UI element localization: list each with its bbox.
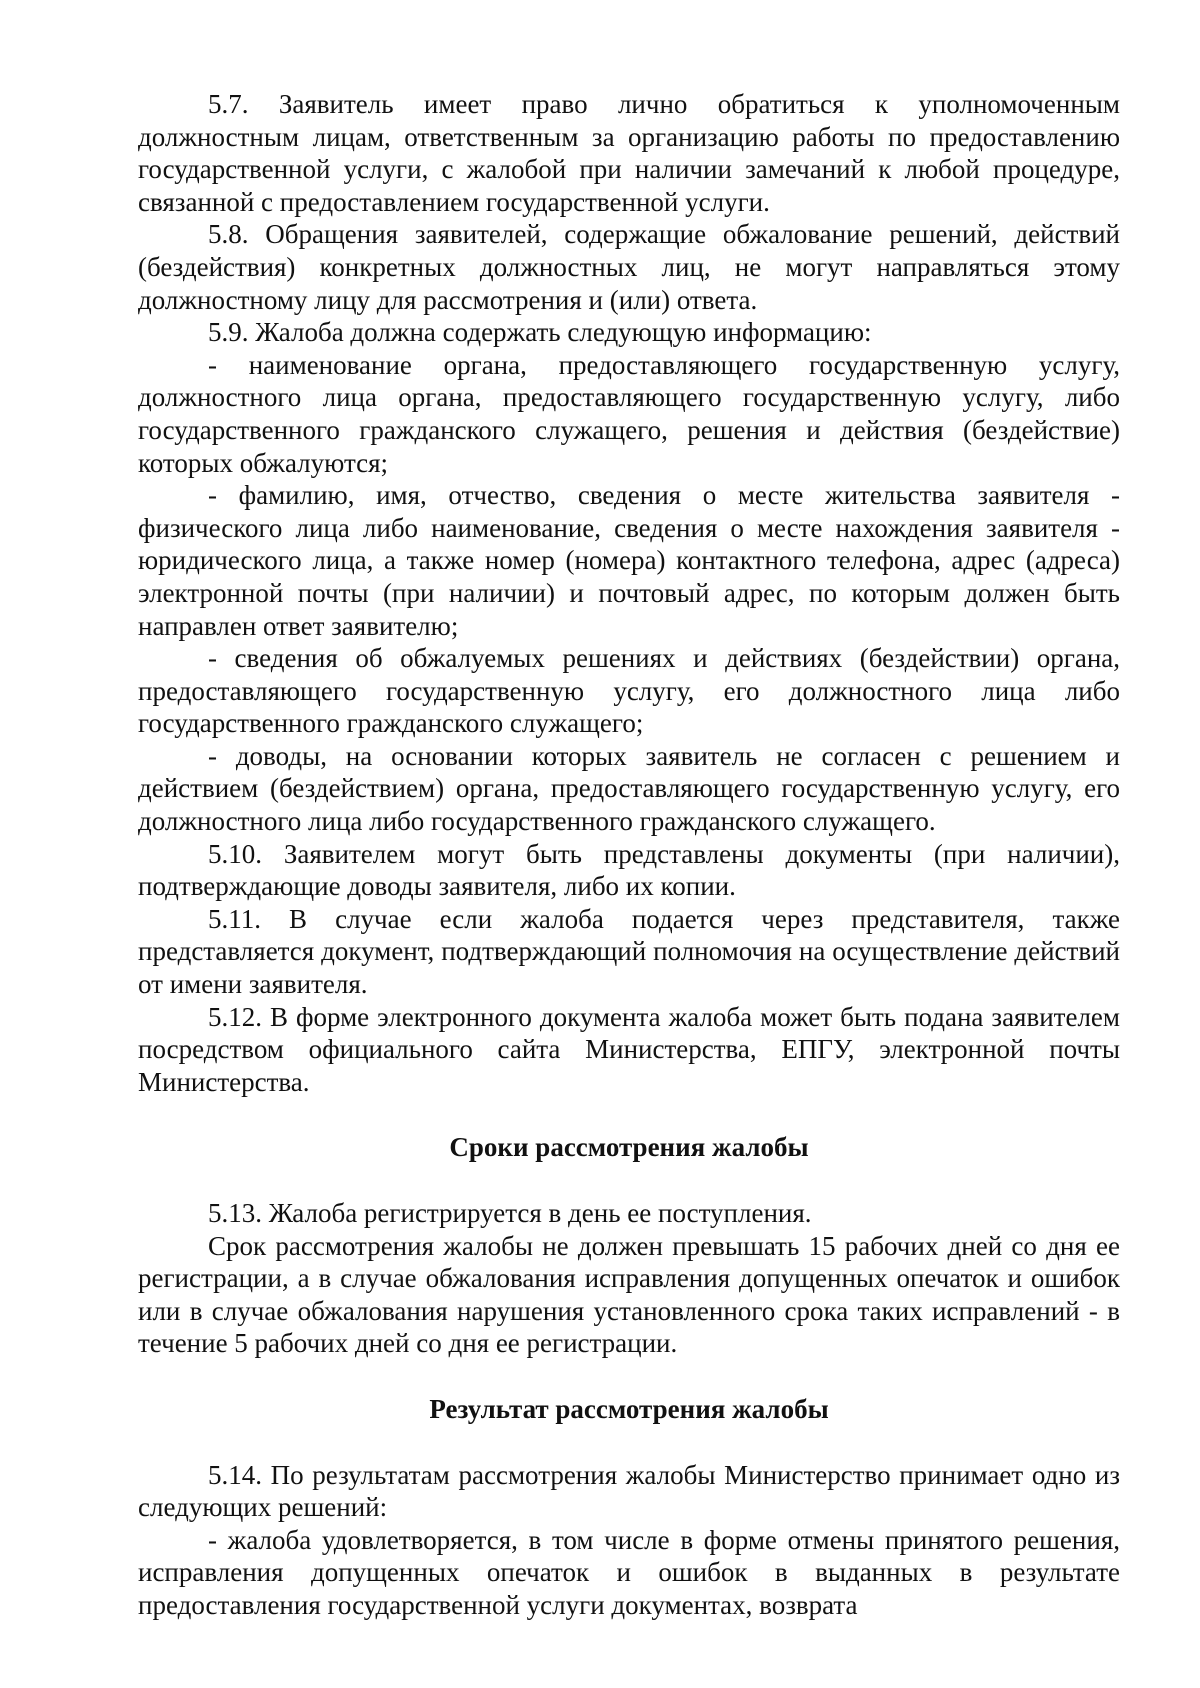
spacer xyxy=(138,1164,1120,1197)
spacer xyxy=(138,1098,1120,1131)
list-item-complaint-satisfied: - жалоба удовлетворяется, в том числе в форме отмены принятого решения, исправления допущенных опечаток и ошибок в выданных в результате предоставления государственной услуги документах, возврата xyxy=(138,1524,1120,1620)
paragraph-5-10: 5.10. Заявителем могут быть представлены документы (при наличии), подтверждающие доводы заявителя, либо их копии. xyxy=(138,838,1120,902)
paragraph-5-14: 5.14. По результатам рассмотрения жалобы Министерство принимает одно из следующих решений: xyxy=(138,1459,1120,1523)
paragraph-5-11: 5.11. В случае если жалоба подается через представителя, также представляется документ, подтверждающий полномочия на осуществление действий от имени заявителя. xyxy=(138,903,1120,1000)
list-item-applicant-details: - фамилию, имя, отчество, сведения о месте жительства заявителя - физического лица либо наименование, сведения о месте нахождения заявителя - юридического лица, а также номер (номера) контактного телефона, адрес (адреса) электронной почты (при наличии) и почтовый адрес, по которым должен быть направлен ответ заявителю; xyxy=(138,480,1120,641)
list-item-appealed-decisions: - сведения об обжалуемых решениях и действиях (бездействии) органа, предоставляющего государственную услугу, его должностного лица либо государственного гражданского служащего; xyxy=(138,643,1120,739)
document-page xyxy=(138,88,1120,1622)
paragraph-5-7: 5.7. Заявитель имеет право лично обратиться к уполномоченным должностным лицам, ответственным за организацию работы по предоставлению государственной услуги, с жалобой при наличии замечаний к любой процедуре, связанной с предоставлением государственной услуги. xyxy=(138,89,1120,217)
paragraph-5-9: 5.9. Жалоба должна содержать следующую информацию: xyxy=(208,317,872,348)
paragraph-5-8: 5.8. Обращения заявителей, содержащие обжалование решений, действий (бездействия) конкретных должностных лиц, не могут направляться этому должностному лицу для рассмотрения и (или) ответа. xyxy=(138,219,1120,315)
list-item-organ-name: - наименование органа, предоставляющего государственную услугу, должностного лица органа, предоставляющего государственную услугу, либо государственного гражданского служащего, решения и действия (бездействие) которых обжалуются; xyxy=(138,349,1120,478)
list-item-arguments: - доводы, на основании которых заявитель не согласен с решением и действием (бездействием) органа, предоставляющего государственную услугу, его должностного лица либо государственного гражданского служащего. xyxy=(138,740,1120,837)
spacer xyxy=(138,1426,1120,1459)
spacer xyxy=(138,1360,1120,1393)
heading-complaint-terms: Сроки рассмотрения жалобы xyxy=(449,1132,809,1163)
heading-complaint-result: Результат рассмотрения жалобы xyxy=(429,1393,829,1424)
paragraph-5-12: 5.12. В форме электронного документа жалоба может быть подана заявителем посредством официального сайта Министерства, ЕПГУ, электронной почты Министерства. xyxy=(138,1001,1120,1097)
paragraph-5-13: 5.13. Жалоба регистрируется в день ее поступления. xyxy=(208,1198,812,1228)
paragraph-review-period: Срок рассмотрения жалобы не должен превышать 15 рабочих дней со дня ее регистрации, а в случае обжалования исправления допущенных опечаток и ошибок или в случае обжалования нарушения установленного срока таких исправлений - в течение 5 рабочих дней со дня ее регистрации. xyxy=(138,1230,1120,1359)
